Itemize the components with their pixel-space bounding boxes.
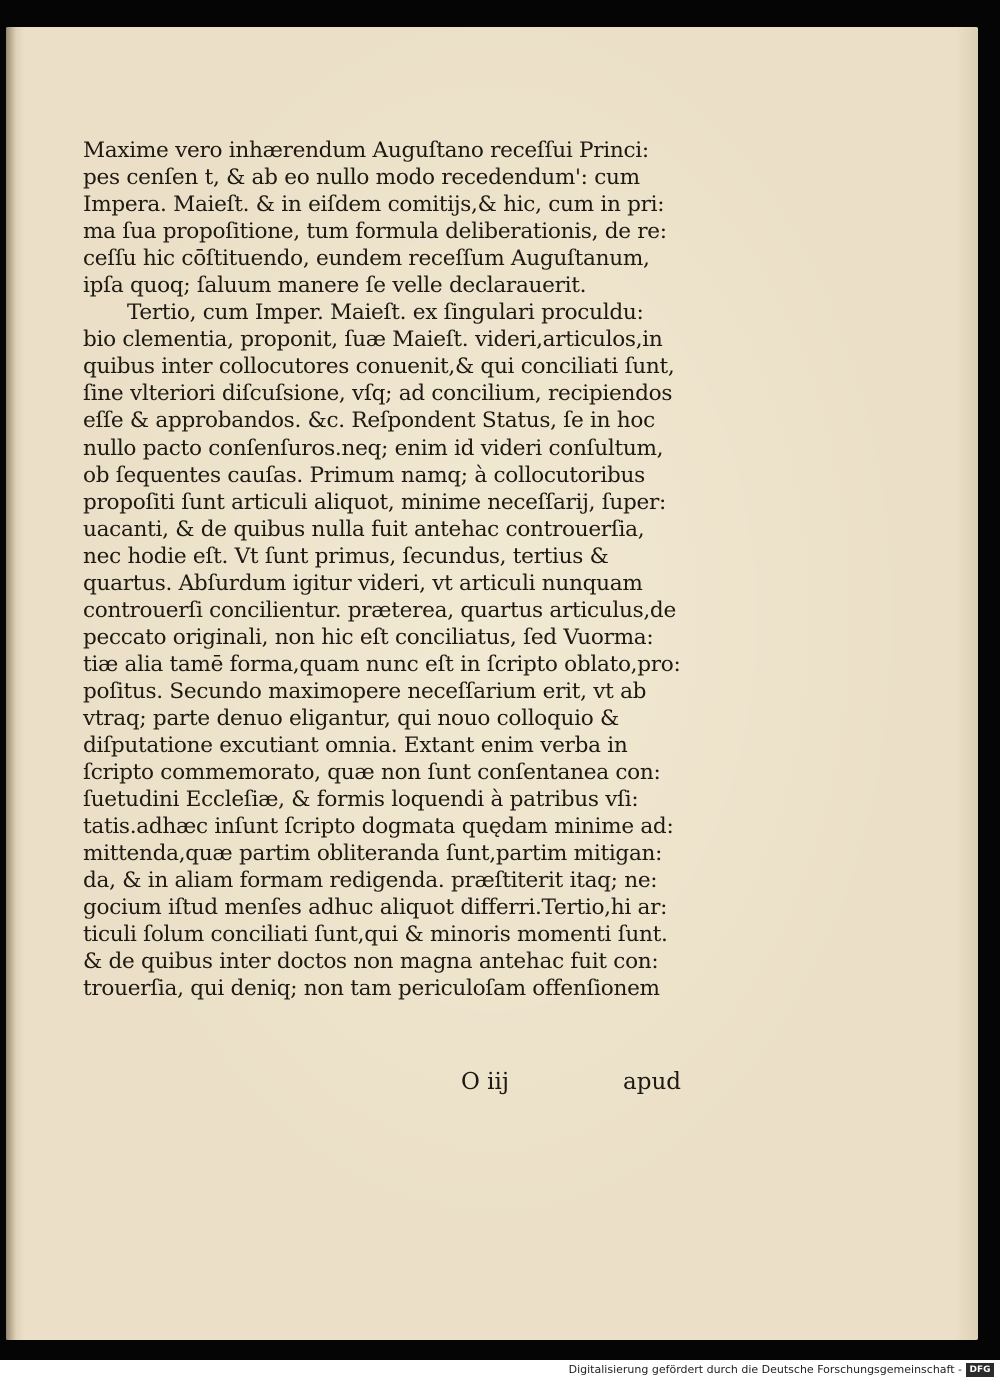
- text-line-22: vtraq; parte denuo eligantur, qui nouo colloquio &: [83, 705, 619, 731]
- text-line-17: quartus. Abſurdum igitur videri, vt articuli nunquam: [83, 570, 643, 596]
- text-line-13: ob ſequentes cauſas. Primum namq; à collocutoribus: [83, 462, 645, 488]
- text-line-18: controuerſi concilientur. præterea, quartus articulus,de: [83, 597, 676, 623]
- text-line-4: ma ſua propoſitione, tum formula deliberationis, de re:: [83, 219, 667, 245]
- text-line-3: Impera. Maieſt. & in eiſdem comitijs,& hic, cum in pri:: [83, 192, 665, 218]
- text-line-14: propoſiti ſunt articuli aliquot, minime neceſſarij, ſuper:: [83, 489, 667, 515]
- page-footer: [461, 1069, 681, 1099]
- text-line-26: tatis.adhæc inſunt ſcripto dogmata quędam minime ad:: [83, 814, 674, 840]
- text-line-23: diſputatione excutiant omnia. Extant enim verba in: [83, 733, 628, 759]
- text-block: [83, 137, 679, 1003]
- text-line-20: tiæ alia tamē forma,quam nunc eſt in ſcripto oblato,pro:: [83, 651, 681, 677]
- text-line-11: eſſe & approbandos. &c. Reſpondent Status, ſe in hoc: [83, 408, 655, 434]
- page-edge-shadow: [6, 27, 16, 1340]
- text-line-7: Tertio, cum Imper. Maieſt. ex ſingulari proculdu:: [127, 300, 644, 326]
- text-line-1: Maxime vero inhærendum Auguſtano receſſui Princi:: [83, 138, 649, 163]
- text-line-30: ticuli ſolum conciliati ſunt,qui & minoris momenti ſunt.: [83, 922, 668, 948]
- text-line-15: uacanti, & de quibus nulla fuit antehac controuerſia,: [83, 516, 645, 542]
- text-line-16: nec hodie eſt. Vt ſunt primus, ſecundus, tertius &: [83, 543, 609, 569]
- text-line-32: trouerſia, qui deniq; non tam periculoſam offenſionem: [83, 976, 660, 1002]
- text-line-28: da, & in aliam formam redigenda. præſtiterit itaq; ne:: [83, 868, 658, 894]
- text-line-8: bio clementia, proponit, ſuæ Maieſt. videri,articulos,in: [83, 327, 663, 353]
- text-line-21: poſitus. Secundo maximopere neceſſarium erit, vt ab: [83, 678, 647, 704]
- text-line-5: ceſſu hic cōſtituendo, eundem receſſum Auguſtanum,: [83, 246, 650, 272]
- text-line-10: ſine vlteriori diſcuſsione, vſq; ad concilium, recipiendos: [83, 381, 673, 407]
- text-line-12: nullo pacto conſenſuros.neq; enim id videri conſultum,: [83, 435, 664, 461]
- credit-text: Digitalisierung gefördert durch die Deutsche Forschungsgemeinschaft -: [568, 1363, 962, 1376]
- credit-bar: [0, 1360, 1000, 1381]
- dfg-logo-icon: DFG: [966, 1363, 994, 1377]
- catchword: apud: [623, 1069, 681, 1095]
- text-line-25: ſuetudini Eccleſiæ, & formis loquendi à patribus vſi:: [83, 787, 639, 813]
- text-line-19: peccato originali, non hic eſt conciliatus, ſed Vuorma:: [83, 624, 654, 650]
- text-line-31: & de quibus inter doctos non magna antehac fuit con:: [83, 949, 659, 975]
- book-page: [6, 27, 978, 1340]
- signature-mark: O iij: [461, 1069, 510, 1095]
- text-line-2: pes cenſen t, & ab eo nullo modo recedendum': cum: [83, 165, 640, 191]
- text-line-24: ſcripto commemorato, quæ non ſunt conſentanea con:: [83, 760, 661, 786]
- text-line-29: gocium iſtud menſes adhuc aliquot differri.Tertio,hi ar:: [83, 895, 668, 921]
- text-line-27: mittenda,quæ partim obliteranda ſunt,partim mitigan:: [83, 841, 663, 867]
- text-line-6: ipſa quoq; ſaluum manere ſe velle declarauerit.: [83, 273, 587, 299]
- text-line-9: quibus inter collocutores conuenit,& qui conciliati ſunt,: [83, 354, 675, 380]
